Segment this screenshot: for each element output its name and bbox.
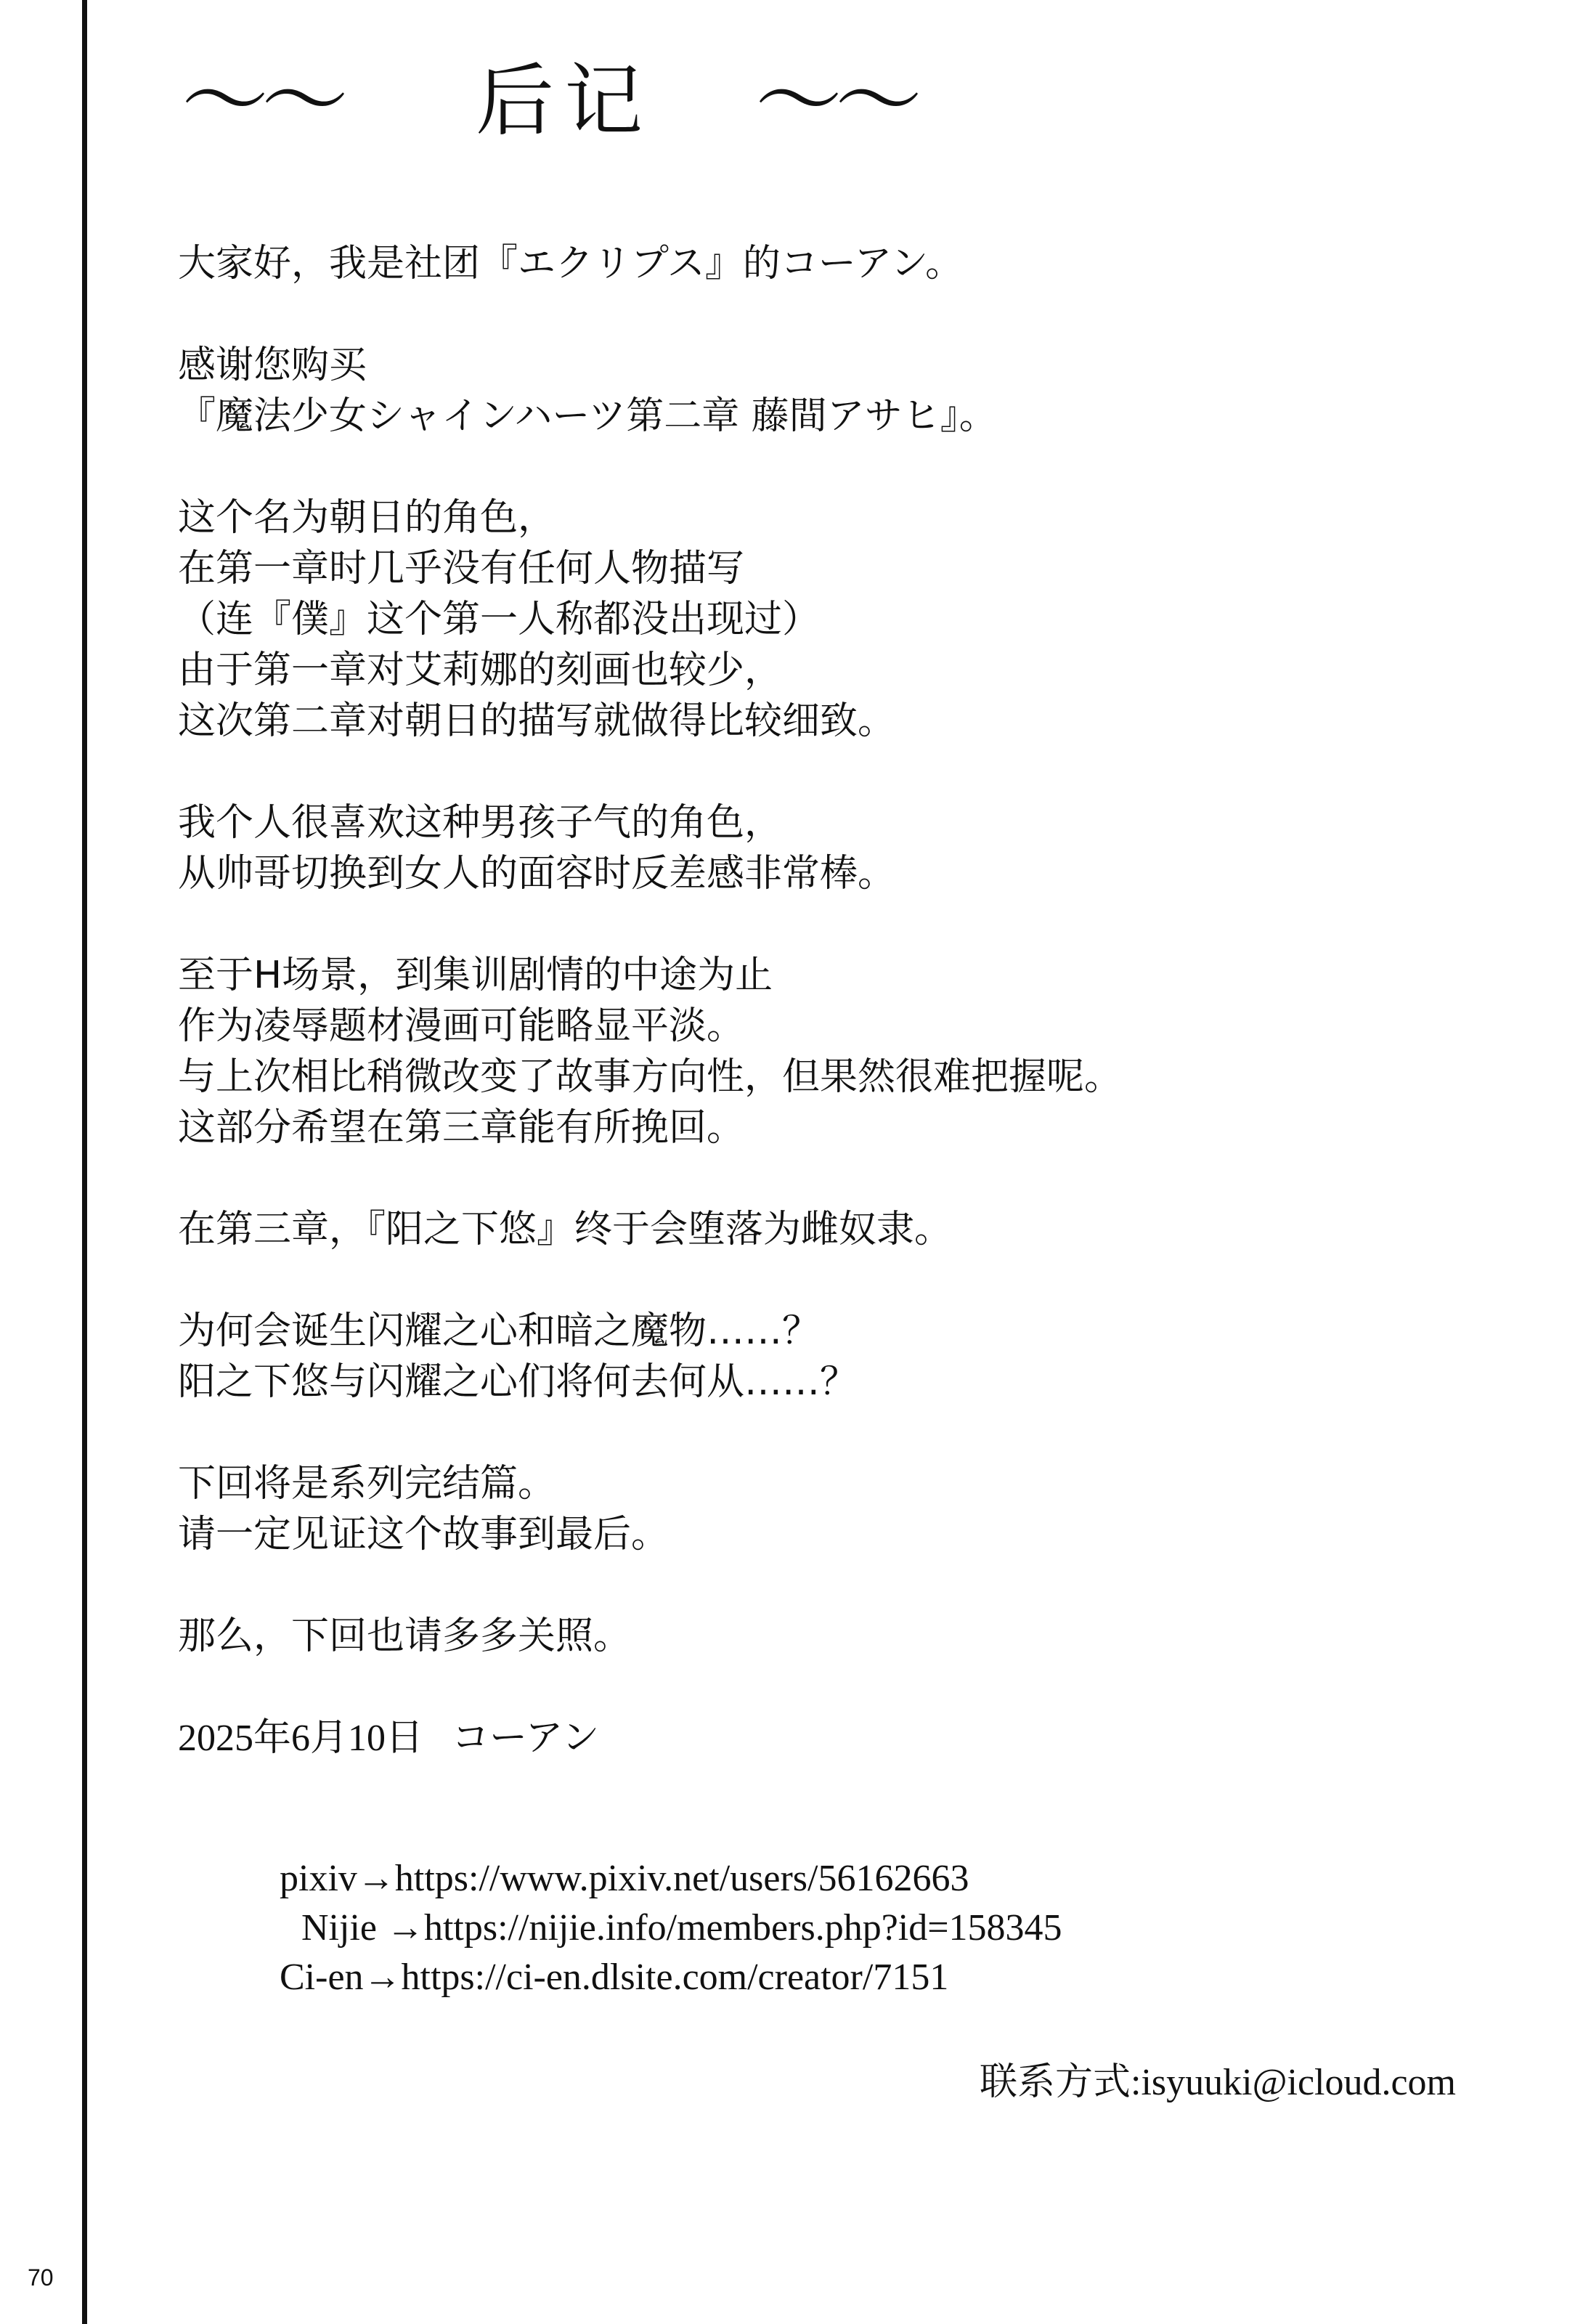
nijie-link[interactable]: Nijie →https://nijie.info/members.php?id=158345 [301, 1907, 1062, 1949]
title-wave-left: 〜〜 [182, 51, 341, 152]
text-line: 与上次相比稍微改变了故事方向性，但果然很难把握呢。 [178, 1055, 1123, 1099]
margin-rule [82, 0, 87, 2324]
text-line: 从帅哥切换到女人的面容时反差感非常棒。 [178, 852, 896, 895]
paragraph-questions [178, 1306, 1521, 1407]
text-line: 大家好，我是社团『エクリプス』的コーアン。 [178, 242, 964, 285]
ci-en-link[interactable]: Ci-en→https://ci-en.dlsite.com/creator/7151 [280, 1957, 949, 1998]
page-title: 后记 [476, 56, 654, 147]
signature [178, 1712, 1521, 1764]
title-wave-right: 〜〜 [755, 51, 915, 152]
signature-date: 2025年6月10日 [178, 1718, 424, 1759]
pixiv-link[interactable]: pixiv→https://www.pixiv.net/users/56162663 [280, 1858, 969, 1899]
text-line: 下回将是系列完结篇。 [178, 1462, 556, 1506]
text-line: 那么，下回也请多多关照。 [178, 1614, 632, 1658]
text-line: 我个人很喜欢这种男孩子气的角色， [178, 801, 783, 845]
afterword-body [178, 238, 1521, 1764]
paragraph-finale [178, 1458, 1521, 1560]
text-line: 在第三章，『阳之下悠』终于会堕落为雌奴隶。 [178, 1208, 953, 1251]
text-line: 由于第一章对艾莉娜的刻画也较少， [178, 649, 783, 692]
text-line: 『魔法少女シャインハーツ第二章 藤間アサヒ』。 [178, 394, 997, 438]
text-line: 这部分希望在第三章能有所挽回。 [178, 1106, 745, 1150]
text-line: 这个名为朝日的角色， [178, 496, 556, 540]
title-row [182, 51, 980, 160]
text-line: （连『僕』这个第一人称都没出现过） [178, 598, 821, 641]
text-line: 请一定见证这个故事到最后。 [178, 1513, 670, 1556]
paragraph-preference [178, 797, 1521, 899]
text-line: 这次第二章对朝日的描写就做得比较细致。 [178, 699, 896, 743]
paragraph-thanks [178, 340, 1521, 442]
paragraph-greeting [178, 238, 1521, 289]
paragraph-chapter-three [178, 1204, 1521, 1255]
signature-author: コーアン [452, 1718, 600, 1759]
paragraph-scenes [178, 950, 1521, 1153]
contact-email[interactable]: 联系方式:isyuuki@icloud.com [980, 2062, 1456, 2103]
page-number: 70 [28, 2264, 54, 2291]
text-line: 感谢您购买 [178, 344, 367, 387]
text-line: 为何会诞生闪耀之心和暗之魔物……？ [178, 1309, 821, 1353]
text-line: 至于H场景，到集训剧情的中途为止 [178, 954, 773, 997]
text-line: 作为凌辱题材漫画可能略显平淡。 [178, 1004, 745, 1048]
text-line: 阳之下悠与闪耀之心们将何去何从……？ [178, 1360, 858, 1404]
text-line: 在第一章时几乎没有任何人物描写 [178, 547, 745, 590]
social-links [280, 1854, 1062, 2002]
paragraph-character [178, 492, 1521, 747]
paragraph-closing [178, 1611, 1521, 1662]
